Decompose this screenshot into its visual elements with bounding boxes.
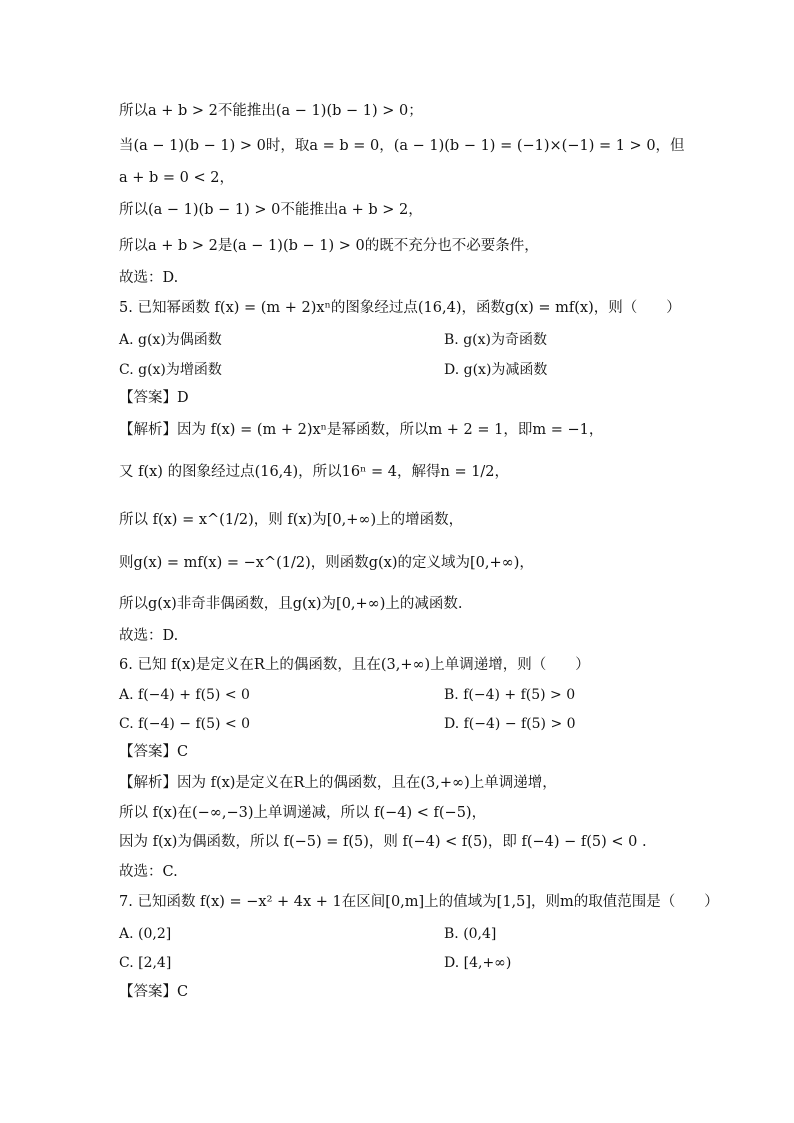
q7-option-d: D. [4,+∞) <box>444 955 512 971</box>
q5-option-a: A. g(x)为偶函数 <box>119 332 222 348</box>
text-line-2: 当(a − 1)(b − 1) > 0时，取a = b = 0，(a − 1)(b − 1) = (−1)×(−1) = 1 > 0，但 <box>119 138 685 154</box>
q5-analysis-5: 所以g(x)非奇非偶函数，且g(x)为[0,+∞)上的减函数. <box>119 596 463 612</box>
q7-option-a: A. (0,2] <box>119 926 172 942</box>
q6-option-a: A. f(−4) + f(5) < 0 <box>119 687 250 703</box>
q5-answer: 【答案】D <box>119 390 189 406</box>
text-line-1: 所以a + b > 2不能推出(a − 1)(b − 1) > 0； <box>119 103 423 119</box>
q7-answer: 【答案】C <box>119 984 189 1000</box>
text-line-4: 所以(a − 1)(b − 1) > 0不能推出a + b > 2， <box>119 202 423 218</box>
q6-analysis-3: 因为 f(x)为偶函数，所以 f(−5) = f(5)，则 f(−4) < f(5)，即 f(−4) − f(5) < 0 . <box>119 834 647 850</box>
q6-analysis-1: 【解析】因为 f(x)是定义在R上的偶函数，且在(3,+∞)上单调递增， <box>119 775 557 791</box>
q7-option-c: C. [2,4] <box>119 955 172 971</box>
q6-option-c: C. f(−4) − f(5) < 0 <box>119 716 251 732</box>
q5-analysis-4: 则g(x) = mf(x) = −x^(1/2)，则函数g(x)的定义域为[0,+∞)， <box>119 555 534 571</box>
q6-choice: 故选：C. <box>119 864 178 880</box>
question-5: 5. 已知幂函数 f(x) = (m + 2)xⁿ的图象经过点(16,4)，函数g(x) = mf(x)，则（ ） <box>119 300 681 316</box>
q5-option-b: B. g(x)为奇函数 <box>444 332 547 348</box>
q5-analysis-3: 所以 f(x) = x^(1/2)，则 f(x)为[0,+∞)上的增函数， <box>119 512 464 528</box>
q5-option-c: C. g(x)为增函数 <box>119 362 222 378</box>
q5-analysis-1: 【解析】因为 f(x) = (m + 2)xⁿ是幂函数，所以m + 2 = 1，即m = −1， <box>119 422 604 438</box>
question-7: 7. 已知函数 f(x) = −x² + 4x + 1在区间[0,m]上的值域为[1,5]，则m的取值范围是（ ） <box>119 894 719 910</box>
q6-answer: 【答案】C <box>119 744 189 760</box>
question-6: 6. 已知 f(x)是定义在R上的偶函数，且在(3,+∞)上单调递增，则（ ） <box>119 657 590 673</box>
q5-option-d: D. g(x)为减函数 <box>444 362 548 378</box>
q6-option-b: B. f(−4) + f(5) > 0 <box>444 687 576 703</box>
q6-analysis-2: 所以 f(x)在(−∞,−3)上单调递减，所以 f(−4) < f(−5)， <box>119 805 487 821</box>
q5-analysis-2: 又 f(x) 的图象经过点(16,4)，所以16ⁿ = 4，解得n = 1/2， <box>119 464 510 480</box>
text-line-3: a + b = 0 < 2， <box>119 170 234 186</box>
q5-choice: 故选：D. <box>119 628 179 644</box>
text-line-6: 故选：D. <box>119 270 179 286</box>
q6-option-d: D. f(−4) − f(5) > 0 <box>444 716 576 732</box>
q7-option-b: B. (0,4] <box>444 926 497 942</box>
text-line-5: 所以a + b > 2是(a − 1)(b − 1) > 0的既不充分也不必要条件， <box>119 238 539 254</box>
